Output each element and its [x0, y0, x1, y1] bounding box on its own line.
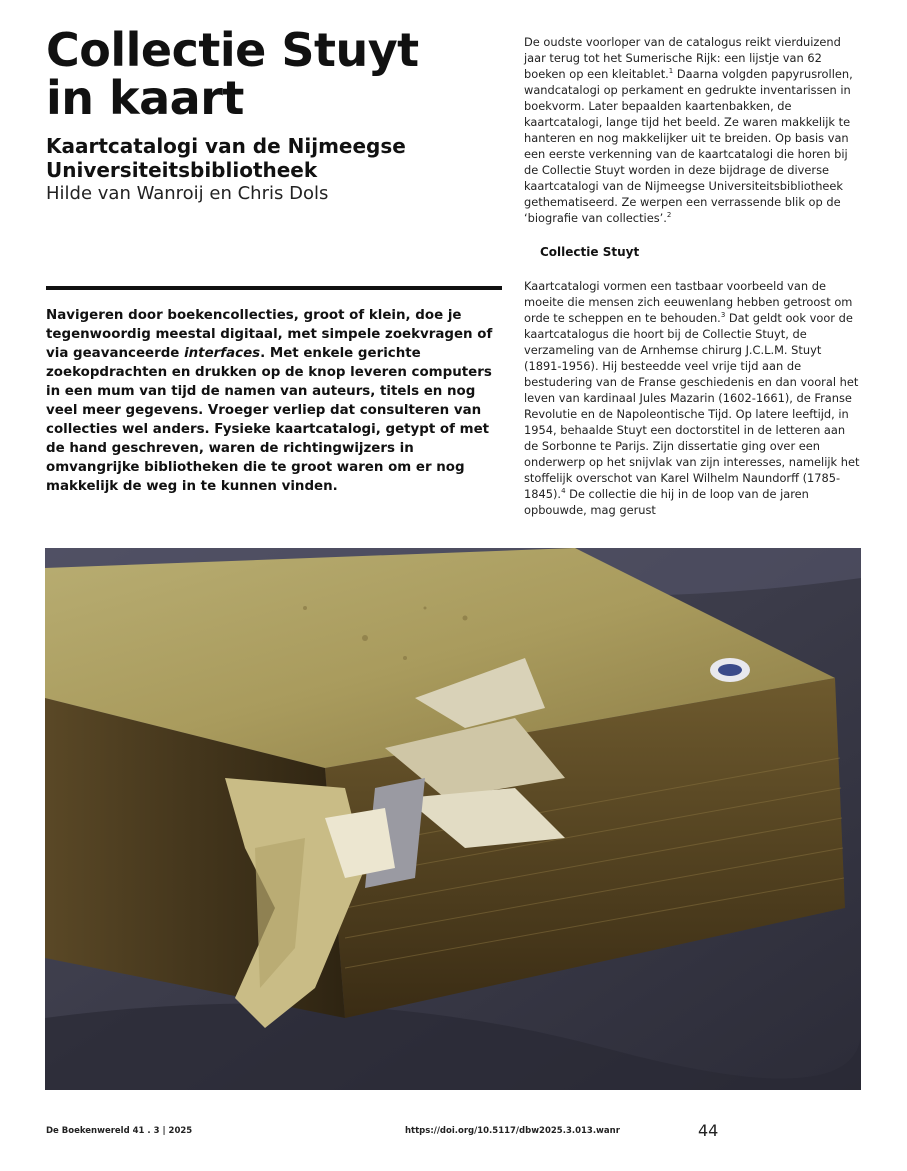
- book-illustration: [45, 548, 861, 1090]
- article-subtitle: [46, 134, 506, 182]
- lead-italic: interfaces: [184, 346, 261, 361]
- body-text: Daarna volgden papyrusrollen, wandcatalogi op perkament en gedrukte inventarissen in boekvorm. Later bepaalden kaartenbakken, de kaartcatalogi, lange tijd het beeld. Ze waren makkelijk te hanteren en nog makkelijker uit te breiden. Op basis van een eerste verkenning van de kaartcatalogi die horen bij de Collectie Stuyt worden in deze bijdrage de diverse kaartcatalogi van de Nijmeegse Universiteitsbibliotheek gethematiseerd. Ze werpen een verrassende blik op de ‘biografie van collecties’.: [524, 67, 853, 225]
- footnote-ref[interactable]: 4: [561, 487, 566, 496]
- journal-citation: De Boekenwereld 41 . 3 | 2025: [46, 1126, 193, 1136]
- body-text: Dat geldt ook voor de kaartcatalogus die hoort bij de Collectie Stuyt, de verzameling van de Arnhemse chirurg J.C.L.M. Stuyt (1891-1956). Hij besteedde veel vrije tijd aan de bestudering van de Franse geschiedenis en dan vooral het leven van kardinaal Jules Mazarin (1602-1661), de Franse Revolutie en de Napoleontische Tijd. Op latere leeftijd, in 1954, behaalde Stuyt een doctorstitel in de letteren aan de Sorbonne te Parijs. Zijn dissertatie ging over een onderwerp op het snijvlak van zijn interesses, namelijk het stoffelijk overschot van Karel Wilhelm Naundorff (1785-1845).: [524, 311, 860, 501]
- page-number: 44: [698, 1121, 719, 1140]
- footnote-ref[interactable]: 1: [668, 67, 674, 76]
- section-divider: [46, 286, 502, 290]
- title-line-1: Collectie Stuyt: [46, 23, 419, 77]
- body-paragraph-2: [524, 278, 862, 518]
- footnote-ref[interactable]: 3: [720, 311, 726, 320]
- title-line-2: in kaart: [46, 71, 244, 125]
- footnote-ref[interactable]: 2: [666, 211, 672, 220]
- subtitle-line-2: Universiteitsbibliotheek: [46, 158, 318, 182]
- body-text: De collectie die hij in de loop van de jaren opbouwde, mag gerust: [524, 487, 809, 517]
- section-heading: Collectie Stuyt: [540, 245, 640, 259]
- lead-text-1: Navigeren door boekencollecties, groot of klein, doe je tegenwoordig meestal digitaal, met simpele zoekvragen of via geavanceerde: [46, 308, 493, 361]
- body-column: [524, 34, 862, 518]
- article-title: [46, 23, 506, 125]
- article-authors: Hilde van Wanroij en Chris Dols: [46, 183, 329, 204]
- body-paragraph-1: [524, 34, 862, 226]
- lead-text-2: . Met enkele gerichte zoekopdrachten en drukken op de knop leveren computers in een mum van tijd de namen van auteurs, titels en nog veel meer gegevens. Vroeger verliep dat consulteren van collecties wel anders. Fysieke kaartcatalogi, getypt of met de hand geschreven, waren de richtingwijzers in omvangrijke bibliotheken die te groot waren om er nog makkelijk de weg in te kunnen vinden.: [46, 346, 492, 494]
- body-text: Kaartcatalogi vormen een tastbaar voorbeeld van de moeite die mensen zich eeuwenlang hebben getroost om orde te scheppen en te behouden.: [524, 279, 853, 325]
- damaged-book-photo: [45, 548, 861, 1090]
- body-text: De oudste voorloper van de catalogus reikt vierduizend jaar terug tot het Sumerische Rijk: een lijstje van 62 boeken op een kleitablet.: [524, 35, 841, 81]
- lead-paragraph: [46, 306, 502, 496]
- subtitle-line-1: Kaartcatalogi van de Nijmeegse: [46, 134, 406, 158]
- doi-link[interactable]: https://doi.org/10.5117/dbw2025.3.013.wanr: [405, 1126, 620, 1136]
